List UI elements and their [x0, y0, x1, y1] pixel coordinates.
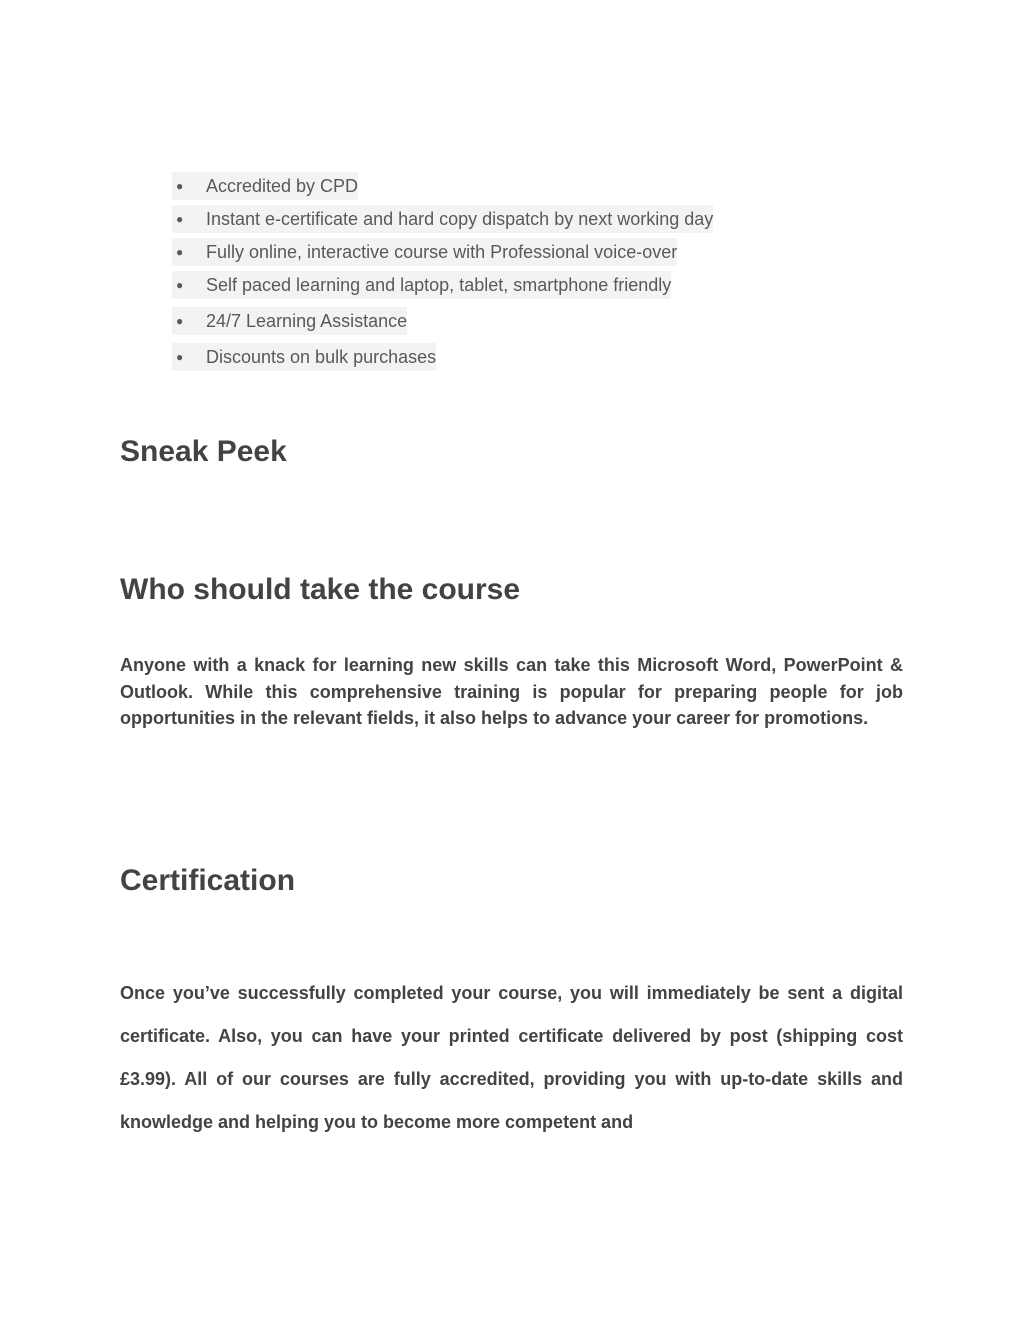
- who-should-take-heading: Who should take the course: [120, 573, 521, 606]
- bullet-icon: ●: [172, 172, 198, 200]
- feature-text: Accredited by CPD: [198, 172, 358, 200]
- list-item: [0, 307, 1024, 340]
- bullet-icon: ●: [172, 271, 198, 299]
- feature-text: Discounts on bulk purchases: [198, 343, 436, 371]
- certification-paragraph: Once you’ve successfully completed your course, you will immediately be sent a digital certificate. Also, you can have your printed certificate delivered by post (shipping cost £3.99). All of our courses are fully accredited, providing you with up-to-date skills and knowledge and helping you to become more competent and: [120, 983, 903, 1132]
- list-item: [0, 205, 1024, 238]
- bullet-icon: ●: [172, 205, 198, 233]
- list-item: [0, 343, 1024, 376]
- feature-text: Instant e-certificate and hard copy dispatch by next working day: [198, 205, 713, 233]
- bullet-icon: ●: [172, 307, 198, 335]
- feature-text: Self paced learning and laptop, tablet, smartphone friendly: [198, 271, 671, 299]
- who-should-take-paragraph: Anyone with a knack for learning new skills can take this Microsoft Word, PowerPoint & Outlook. While this comprehensive training is popular for preparing people for job opportunities in the relevant fields, it also helps to advance your career for promotions.: [120, 655, 903, 728]
- bullet-icon: ●: [172, 343, 198, 371]
- list-item: [0, 172, 1024, 205]
- list-item: [0, 238, 1024, 271]
- certification-heading: Certification: [120, 864, 296, 897]
- bullet-icon: ●: [172, 238, 198, 266]
- sneak-peek-heading: Sneak Peek: [120, 435, 287, 468]
- feature-text: Fully online, interactive course with Professional voice-over: [198, 238, 677, 266]
- list-item: [0, 271, 1024, 304]
- feature-text: 24/7 Learning Assistance: [198, 307, 407, 335]
- feature-list: [0, 172, 1024, 376]
